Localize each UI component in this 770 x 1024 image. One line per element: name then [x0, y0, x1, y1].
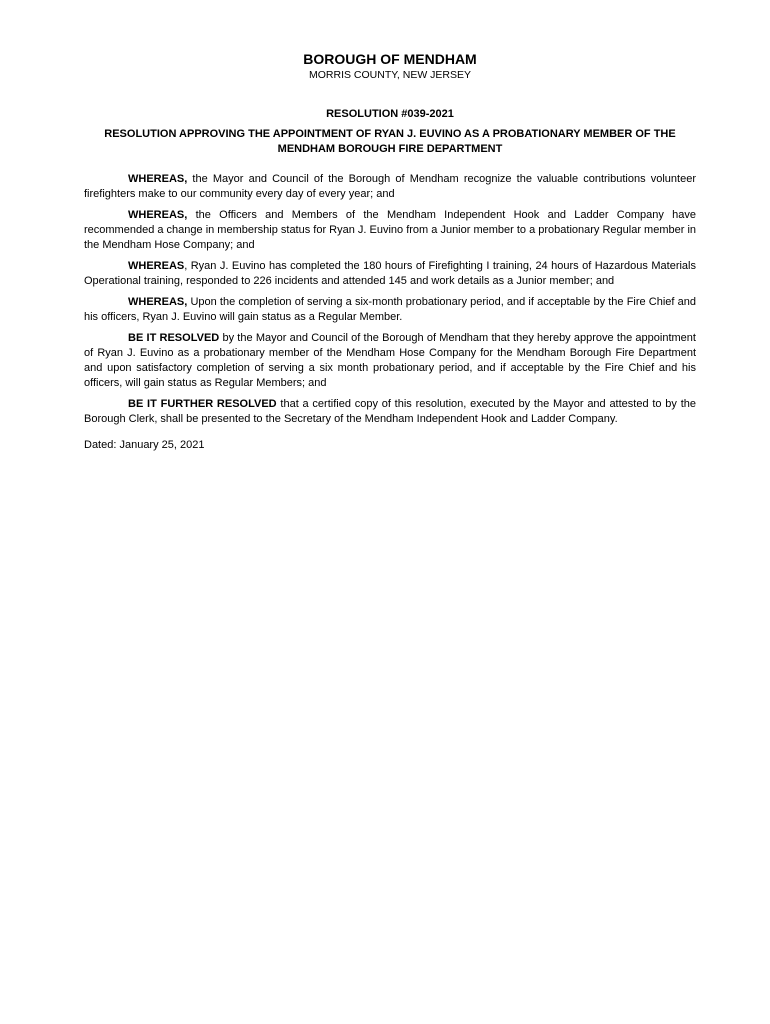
paragraph-text: by the Mayor and Council of the Borough of Mendham that they hereby approve the appointment of Ryan J. Euvino as a probationary member of the Mendham Hose Company for the Mendham Borough Fire Department and upon satisfactory completion of serving a six month probationary period, and if acceptable by the Fire Chief and his officers, will gain status as Regular Members; and — [84, 332, 696, 389]
dated-line: Dated: January 25, 2021 — [84, 439, 205, 451]
paragraph-text: , Ryan J. Euvino has completed the 180 hours of Firefighting I training, 24 hours of Hazardous Materials Operational training, responded to 226 incidents and attended 145 and work details as a Junior member; and — [84, 260, 696, 287]
paragraph-lead: WHEREAS, — [128, 209, 188, 221]
whereas-paragraph-2 — [84, 208, 696, 253]
further-resolved-paragraph — [84, 397, 696, 427]
resolution-title: RESOLUTION APPROVING THE APPOINTMENT OF RYAN J. EUVINO AS A PROBATIONARY MEMBER OF THE MENDHAM BOROUGH FIRE DEPARTMENT — [104, 128, 676, 155]
document-page — [84, 50, 696, 453]
borough-heading: BOROUGH OF MENDHAM — [303, 51, 477, 67]
paragraph-lead: WHEREAS, — [128, 296, 188, 308]
paragraph-lead: BE IT FURTHER RESOLVED — [128, 398, 277, 410]
paragraph-text: the Mayor and Council of the Borough of Mendham recognize the valuable contributions volunteer firefighters make to our community every day of every year; and — [84, 173, 696, 200]
whereas-paragraph-3 — [84, 259, 696, 289]
paragraph-lead: WHEREAS — [128, 260, 185, 272]
whereas-paragraph-4 — [84, 295, 696, 325]
whereas-paragraph-1 — [84, 172, 696, 202]
paragraph-lead: WHEREAS, — [128, 173, 188, 185]
paragraph-text: Upon the completion of serving a six-month probationary period, and if acceptable by the Fire Chief and his officers, Ryan J. Euvino will gain status as a Regular Member. — [84, 296, 696, 323]
resolved-paragraph — [84, 331, 696, 391]
resolution-number: RESOLUTION #039-2021 — [326, 108, 454, 120]
paragraph-text: the Officers and Members of the Mendham Independent Hook and Ladder Company have recommended a change in membership status for Ryan J. Euvino from a Junior member to a probationary Regular member in the Mendham Hose Company; and — [84, 209, 697, 251]
paragraph-lead: BE IT RESOLVED — [128, 332, 220, 344]
paragraph-text: that a certified copy of this resolution, executed by the Mayor and attested to by the Borough Clerk, shall be presented to the Secretary of the Mendham Independent Hook and Ladder Company. — [84, 398, 696, 425]
county-subheading: MORRIS COUNTY, NEW JERSEY — [309, 69, 471, 81]
